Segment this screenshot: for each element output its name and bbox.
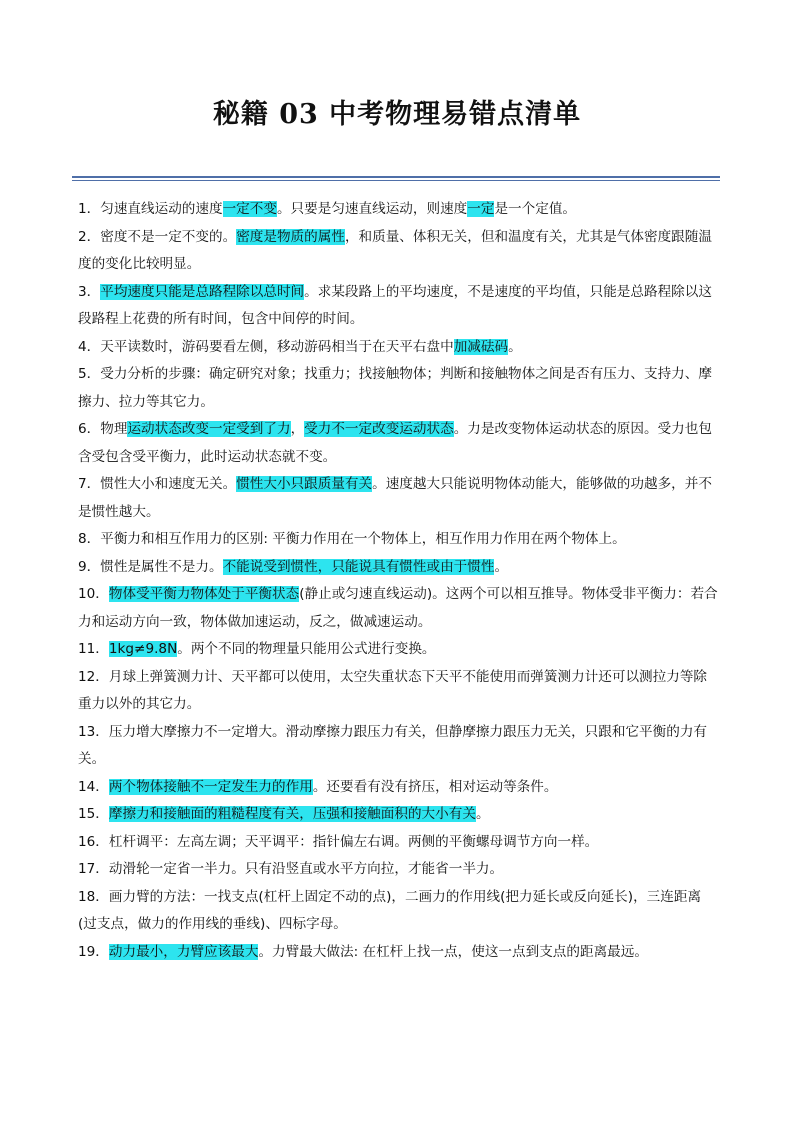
item-text: 。 bbox=[475, 806, 490, 822]
item-text: 6．物理 bbox=[78, 421, 128, 437]
highlighted-text: 受力不一定改变运动状态 bbox=[304, 421, 454, 437]
item-text: 12．月球上弹簧测力计、天平都可以使用，太空失重状态下天平不能使用而弹簧测力计还可以测拉力等除重力以外的其它力。 bbox=[78, 668, 708, 712]
highlighted-text: 物体受平衡力物体处于平衡状态 bbox=[108, 586, 300, 602]
item-text: 。求某段路上的平均速度，不是速度的平均值，只能是总路程除以这段路程上花费的所有时间，包含中间停的时间。 bbox=[78, 283, 712, 327]
item-text: 。力臂最大做法: 在杠杆上找一点，使这一点到支点的距离最远。 bbox=[258, 943, 648, 960]
item-text: 是一个定值。 bbox=[494, 201, 577, 217]
title-divider-thick bbox=[72, 176, 720, 178]
item-text: 。只要是匀速直线运动，则速度 bbox=[276, 201, 468, 217]
item-text: 16．杠杆调平：左高左调；天平调平：指针偏左右调。两侧的平衡螺母调节方向一样。 bbox=[78, 833, 599, 850]
list-item bbox=[78, 939, 718, 967]
item-text: 2．密度不是一定不变的。 bbox=[78, 228, 237, 245]
error-list bbox=[78, 196, 718, 966]
item-text: 7．惯性大小和速度无关。 bbox=[78, 476, 237, 492]
item-text: 17．动滑轮一定省一半力。只有沿竖直或水平方向拉，才能省一半力。 bbox=[78, 861, 504, 877]
item-text: 8．平衡力和相互作用力的区别: 平衡力作用在一个物体上，相互作用力作用在两个物体上。 bbox=[78, 531, 626, 547]
highlighted-text: 动力最小，力臂应该最大 bbox=[108, 943, 259, 960]
list-item bbox=[78, 856, 718, 884]
item-text: 14． bbox=[78, 778, 109, 795]
item-text: 1．匀速直线运动的速度 bbox=[78, 201, 223, 217]
highlighted-text: 两个物体接触不一定发生力的作用 bbox=[108, 778, 313, 795]
highlighted-text: 一定不变 bbox=[222, 201, 277, 217]
item-text: ， bbox=[290, 421, 305, 437]
item-text: 9．惯性是属性不是力。 bbox=[78, 558, 223, 575]
list-item bbox=[78, 774, 718, 802]
list-item bbox=[78, 664, 718, 719]
list-item bbox=[78, 196, 718, 224]
item-text: 4．天平读数时，游码要看左侧，移动游码相当于在天平右盘中 bbox=[78, 338, 454, 355]
item-text: 。力是改变物体运动状态的原因。受力也包含受包含受平衡力，此时运动状态就不变。 bbox=[78, 421, 712, 465]
item-text: 。 bbox=[494, 558, 509, 575]
list-item bbox=[78, 334, 718, 362]
item-text: 。速度越大只能说明物体动能大，能够做的功越多，并不是惯性越大。 bbox=[78, 476, 712, 520]
list-item bbox=[78, 526, 718, 554]
highlighted-text: 密度是物质的属性 bbox=[236, 228, 345, 245]
list-item bbox=[78, 829, 718, 857]
item-text: 13．压力增大摩擦力不一定增大。滑动摩擦力跟压力有关，但静摩擦力跟压力无关，只跟和它平衡的力有关。 bbox=[78, 723, 708, 767]
list-item bbox=[78, 581, 718, 636]
list-item bbox=[78, 801, 718, 829]
page-title: 秘籍 03 中考物理易错点清单 bbox=[212, 99, 582, 130]
item-text: 15． bbox=[78, 806, 109, 822]
highlighted-text: 摩擦力和接触面的粗糙程度有关，压强和接触面积的大小有关 bbox=[108, 806, 476, 822]
highlighted-text: 惯性大小只跟质量有关 bbox=[236, 476, 373, 492]
highlighted-text: 运动状态改变一定受到了力 bbox=[127, 421, 291, 437]
list-item bbox=[78, 884, 718, 939]
title-divider-thin bbox=[72, 180, 720, 181]
item-text: 5．受力分析的步骤：确定研究对象；找重力；找接触物体；判断和接触物体之间是否有压力、支持力、摩擦力、拉力等其它力。 bbox=[78, 366, 712, 410]
item-text: 18．画力臂的方法：一找支点(杠杆上固定不动的点)，二画力的作用线(把力延长或反向延长)，三连距离(过支点，做力的作用线的垂线)、四标字母。 bbox=[78, 888, 702, 932]
highlighted-text: 平均速度只能是总路程除以总时间 bbox=[100, 283, 305, 300]
item-text: 11． bbox=[78, 641, 109, 657]
item-text: ，和质量、体积无关，但和温度有关，尤其是气体密度跟随温度的变化比较明显。 bbox=[78, 228, 712, 272]
item-text: (静止或匀速直线运动)。这两个可以相互推导。物体受非平衡力：若合力和运动方向一致，物体做加速运动，反之，做减速运动。 bbox=[78, 586, 718, 630]
item-text: 。两个不同的物理量只能用公式进行变换。 bbox=[177, 641, 436, 657]
item-text: 19． bbox=[78, 943, 109, 960]
list-item bbox=[78, 361, 718, 416]
item-text: 。 bbox=[508, 338, 522, 355]
item-text: 3． bbox=[78, 283, 101, 300]
list-item bbox=[78, 636, 718, 664]
highlighted-text: 一定 bbox=[467, 201, 495, 217]
list-item bbox=[78, 719, 718, 774]
list-item bbox=[78, 471, 718, 526]
item-text: 。还要看有没有挤压，相对运动等条件。 bbox=[312, 778, 558, 795]
item-text: 10． bbox=[78, 586, 109, 602]
list-item bbox=[78, 279, 718, 334]
list-item bbox=[78, 416, 718, 471]
list-item bbox=[78, 554, 718, 582]
highlighted-text: 1kg≠9.8N bbox=[108, 641, 178, 657]
highlighted-text: 不能说受到惯性，只能说具有惯性或由于惯性 bbox=[222, 558, 495, 575]
list-item bbox=[78, 224, 718, 279]
highlighted-text: 加减砝码 bbox=[453, 338, 509, 355]
